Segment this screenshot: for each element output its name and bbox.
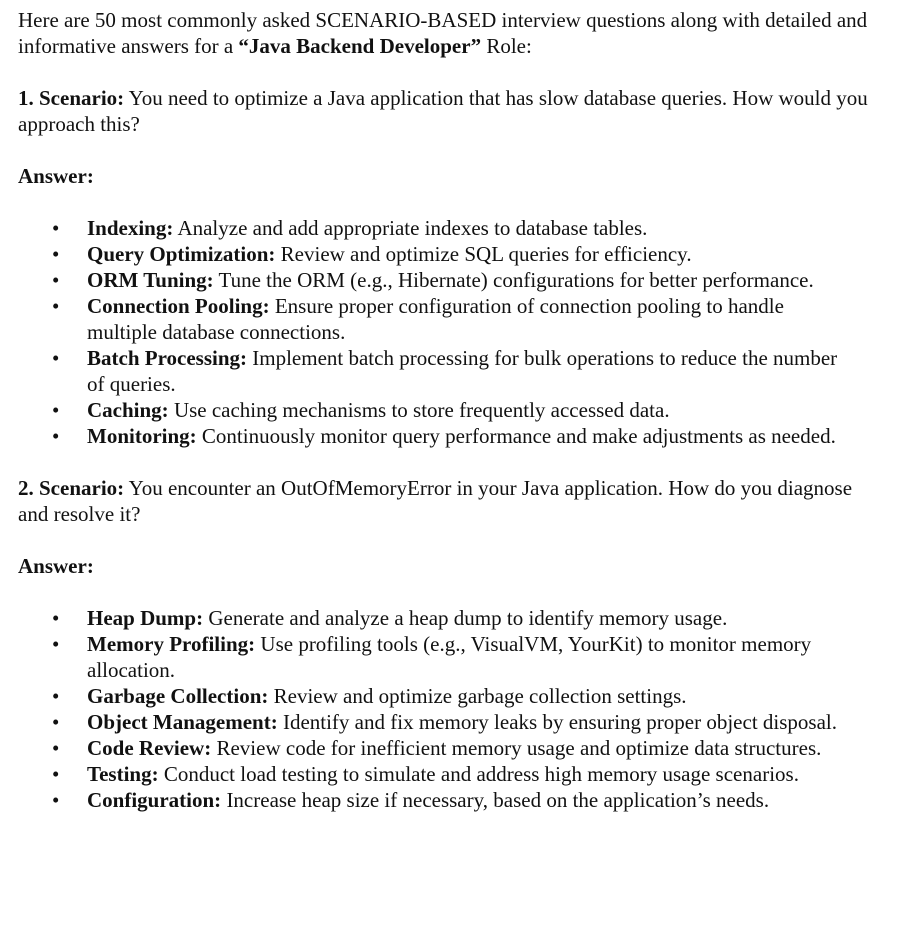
bullet-icon: • xyxy=(52,762,60,786)
list-item xyxy=(18,215,857,241)
item-text: Use caching mechanisms to store frequently accessed data. xyxy=(168,398,670,422)
intro-text: Here are 50 most commonly asked SCENARIO-BASED interview questions along with detailed and informative answers for a xyxy=(18,8,868,58)
scenario-1 xyxy=(18,85,920,449)
scenario-question xyxy=(18,475,870,527)
item-text: Conduct load testing to simulate and address high memory usage scenarios. xyxy=(158,762,799,786)
list-item xyxy=(18,761,857,787)
answer-label: Answer: xyxy=(18,554,94,578)
role-name: “Java Backend Developer” xyxy=(238,34,482,58)
list-item xyxy=(18,709,857,735)
bullet-icon: • xyxy=(52,398,60,422)
bullet-icon: • xyxy=(52,294,60,318)
bullet-icon: • xyxy=(52,424,60,448)
item-text: Analyze and add appropriate indexes to database tables. xyxy=(173,216,648,240)
item-text: Review and optimize SQL queries for efficiency. xyxy=(275,242,692,266)
item-text: Use profiling tools (e.g., VisualVM, YourKit) to monitor memory allocation. xyxy=(87,632,812,682)
answer-heading xyxy=(18,163,870,189)
list-item xyxy=(18,787,857,813)
intro-paragraph xyxy=(18,7,870,59)
answer-label: Answer: xyxy=(18,164,94,188)
item-label: Memory Profiling: xyxy=(87,632,256,656)
intro-text-end: Role: xyxy=(481,34,532,58)
bullet-icon: • xyxy=(52,788,60,812)
item-text: Identify and fix memory leaks by ensuring proper object disposal. xyxy=(277,710,837,734)
answer-heading xyxy=(18,553,870,579)
list-item xyxy=(18,397,857,423)
item-text: Tune the ORM (e.g., Hibernate) configurations for better performance. xyxy=(213,268,814,292)
item-label: Monitoring: xyxy=(87,424,197,448)
item-label: Caching: xyxy=(87,398,169,422)
item-label: Query Optimization: xyxy=(87,242,276,266)
list-item xyxy=(18,241,857,267)
scenario-number: 2. Scenario: xyxy=(18,476,125,500)
bullet-icon: • xyxy=(52,710,60,734)
scenario-2 xyxy=(18,475,920,813)
bullet-icon: • xyxy=(52,346,60,370)
bullet-icon: • xyxy=(52,632,60,656)
answer-list xyxy=(18,215,920,449)
item-label: Object Management: xyxy=(87,710,278,734)
list-item xyxy=(18,735,857,761)
item-label: Testing: xyxy=(87,762,159,786)
list-item xyxy=(18,267,857,293)
item-label: ORM Tuning: xyxy=(87,268,214,292)
scenario-list xyxy=(18,85,920,813)
item-text: Review and optimize garbage collection settings. xyxy=(268,684,687,708)
item-text: Generate and analyze a heap dump to identify memory usage. xyxy=(203,606,728,630)
item-label: Heap Dump: xyxy=(87,606,204,630)
item-text: Continuously monitor query performance and make adjustments as needed. xyxy=(196,424,836,448)
item-text: Implement batch processing for bulk operations to reduce the number of queries. xyxy=(87,346,838,396)
scenario-question-text: You need to optimize a Java application that has slow database queries. How would you approach this? xyxy=(18,86,868,136)
list-item xyxy=(18,293,857,345)
bullet-icon: • xyxy=(52,736,60,760)
item-text: Review code for inefficient memory usage and optimize data structures. xyxy=(211,736,822,760)
scenario-question xyxy=(18,85,870,137)
list-item xyxy=(18,605,857,631)
item-label: Connection Pooling: xyxy=(87,294,270,318)
scenario-question-text: You encounter an OutOfMemoryError in your Java application. How do you diagnose and resolve it? xyxy=(18,476,853,526)
bullet-icon: • xyxy=(52,216,60,240)
item-label: Configuration: xyxy=(87,788,222,812)
scenario-number: 1. Scenario: xyxy=(18,86,125,110)
bullet-icon: • xyxy=(52,268,60,292)
list-item xyxy=(18,345,857,397)
item-label: Indexing: xyxy=(87,216,174,240)
item-label: Batch Processing: xyxy=(87,346,248,370)
item-text: Ensure proper configuration of connection pooling to handle multiple database connections. xyxy=(87,294,784,344)
list-item xyxy=(18,683,857,709)
item-text: Increase heap size if necessary, based on the application’s needs. xyxy=(221,788,770,812)
bullet-icon: • xyxy=(52,242,60,266)
item-label: Code Review: xyxy=(87,736,212,760)
bullet-icon: • xyxy=(52,684,60,708)
bullet-icon: • xyxy=(52,606,60,630)
list-item xyxy=(18,631,857,683)
item-label: Garbage Collection: xyxy=(87,684,269,708)
answer-list xyxy=(18,605,920,813)
list-item xyxy=(18,423,857,449)
